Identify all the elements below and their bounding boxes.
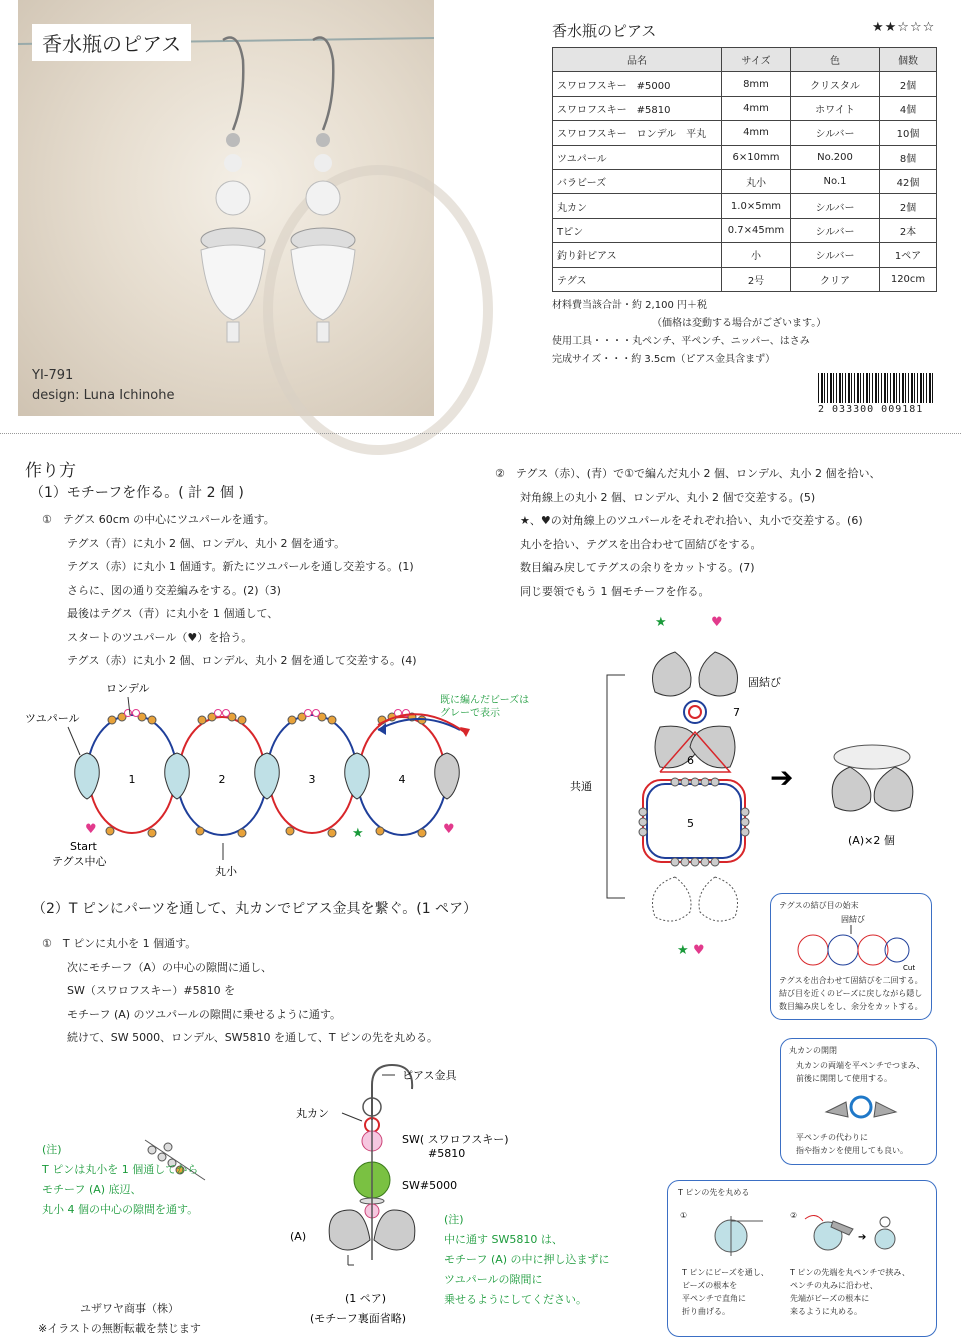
- table-row: [553, 72, 937, 96]
- instruction-line: スタートのツユパール（♥）を拾う。: [67, 630, 253, 644]
- table-cell: シルバー: [791, 194, 880, 218]
- label-sw5810: SW( スワロフスキー) #5810: [402, 1133, 509, 1160]
- text-line: モチーフ (A) の中に押し込まずに: [444, 1253, 610, 1266]
- loop-blue: [87, 715, 177, 775]
- box3-text1: [682, 1266, 769, 1318]
- knot-loop: [689, 706, 701, 718]
- table-cell: スワロフスキー #5810: [553, 96, 722, 120]
- barcode-number: 2 033300 009181: [818, 404, 924, 415]
- bead: [741, 828, 749, 836]
- pearl-bottom-right: [699, 877, 738, 921]
- instruction-line: 対角線上の丸小 2 個、ロンデル、丸小 2 個で交差する。(5): [520, 490, 816, 504]
- bead: [681, 858, 689, 866]
- ring-diagram: [826, 1087, 896, 1127]
- instruction-line: ① テグス 60cm の中心にツユパールを通す。: [42, 513, 275, 526]
- tools-text: 使用工具・・・・丸ペンチ、平ペンチ、ニッパー、はさみ: [552, 336, 810, 347]
- step1-text: [42, 508, 417, 673]
- knot-loop: [684, 701, 706, 723]
- table-row: [553, 121, 937, 145]
- part2-text: [42, 932, 438, 1050]
- table-row: [553, 267, 937, 291]
- box2-text1: [796, 1059, 924, 1085]
- bead-rondel: [223, 710, 230, 717]
- bead-maru: [106, 827, 114, 835]
- tsuyu-pearl: [345, 753, 370, 799]
- ring-icon: [851, 1097, 871, 1117]
- box3-text2: [790, 1266, 910, 1318]
- copyright: ※イラストの無断転載を禁じます: [38, 1322, 201, 1335]
- instruction-line: 丸小を拾い、テグスを出合わせて固結びをする。: [520, 537, 762, 551]
- instruction-line: SW（スワロフスキー）#5810 を: [67, 984, 236, 997]
- table-cell: ホワイト: [791, 96, 880, 120]
- col-name: 品名: [553, 48, 722, 72]
- table-cell: 小: [722, 243, 791, 267]
- text-line: モチーフ (A) 底辺、: [42, 1183, 142, 1196]
- bead-maru: [376, 827, 384, 835]
- label-center: テグス中心: [52, 855, 107, 868]
- text-line: T ピンは丸小を 1 個通してから: [42, 1163, 199, 1176]
- bead-maru: [238, 829, 246, 837]
- label-pair: (1 ペア): [345, 1292, 387, 1305]
- table-cell: Tピン: [553, 218, 722, 242]
- bead-maru: [286, 827, 294, 835]
- bead-icon: [875, 1229, 895, 1249]
- instruction-line: 数目編み戻してテグスの余りをカットする。(7): [520, 561, 755, 574]
- bead-maru: [108, 716, 116, 724]
- text-line: 丸カンの両端を平ペンチでつまみ、: [796, 1061, 925, 1070]
- text-line: ペンチの丸みに沿わせ、: [790, 1281, 878, 1290]
- loop-number: 1: [128, 773, 136, 786]
- bead: [711, 858, 719, 866]
- bead: [639, 828, 647, 836]
- table-cell: 10個: [880, 121, 937, 145]
- notes: [552, 297, 826, 369]
- col-qty: 個数: [880, 48, 937, 72]
- table-row: [553, 96, 937, 120]
- step1-title: （1）モチーフを作る。( 計 2 個 ): [30, 485, 244, 501]
- box1-title: テグスの結び目の始末: [779, 901, 859, 910]
- text-line: ビーズの根本を: [682, 1281, 738, 1290]
- text-line: 丸小 4 個の中心の隙間を通す。: [42, 1203, 199, 1216]
- label-tsuyu: ツユパール: [25, 712, 80, 725]
- label-result: (A)×2 個: [848, 834, 895, 847]
- table-cell: 42個: [880, 169, 937, 193]
- company: ユザワヤ商事（株）: [80, 1302, 179, 1315]
- box-tpin-round: [667, 1180, 937, 1337]
- loop-number: 3: [308, 773, 316, 786]
- bead-rondel: [313, 710, 320, 717]
- table-row: [553, 169, 937, 193]
- bead-maru: [148, 829, 156, 837]
- table-row: [553, 243, 937, 267]
- instruction-line: 同じ要領でもう 1 個モチーフを作る。: [520, 584, 710, 598]
- heart-icon: ♥: [693, 943, 705, 958]
- table-cell: 6×10mm: [722, 145, 791, 169]
- bead-maru: [196, 827, 204, 835]
- star-icon: ★: [352, 826, 364, 841]
- bead-maru: [288, 716, 296, 724]
- table-row: [553, 218, 937, 242]
- pearl-mid-right: [690, 726, 735, 768]
- step2-text: [495, 462, 881, 603]
- text-line: 平ペンチで直角に: [682, 1294, 746, 1303]
- bead: [701, 778, 709, 786]
- text-line: T ピンの先端を丸ペンチで挟み、: [790, 1268, 910, 1277]
- text-line: ツユパールの隙間に: [444, 1273, 543, 1286]
- table-cell: 8個: [880, 145, 937, 169]
- table-cell: 1.0×5mm: [722, 194, 791, 218]
- finished-motif: [832, 745, 913, 811]
- howto-title: 作り方: [25, 461, 76, 481]
- heart-icon: ♥: [85, 822, 97, 837]
- knot-loop-blue: [885, 938, 909, 962]
- text-line: 平ペンチの代わりに: [796, 1133, 868, 1142]
- materials-table: [552, 47, 937, 292]
- table-cell: テグス: [553, 267, 722, 291]
- barcode: [818, 373, 934, 403]
- leader-line: [68, 727, 80, 755]
- label-rondel: ロンデル: [106, 682, 150, 695]
- text-line: 乗せるようにしてください。: [444, 1293, 587, 1306]
- loop-red: [359, 717, 445, 775]
- bead: [671, 778, 679, 786]
- note-right: [444, 1210, 610, 1310]
- loop-blue: [647, 784, 741, 858]
- tsuyu-pearl: [75, 753, 100, 799]
- arrow-right-icon: ➔: [770, 761, 794, 794]
- text-line: 先端がビーズの根本に: [790, 1294, 870, 1303]
- arrow-right-icon: ➔: [858, 1232, 867, 1243]
- bead-maru: [238, 716, 246, 724]
- table-cell: クリスタル: [791, 72, 880, 96]
- table-cell: 丸小: [722, 169, 791, 193]
- knot-loop-red: [858, 935, 888, 965]
- loop-icon: [880, 1217, 890, 1227]
- table-cell: No.1: [791, 169, 880, 193]
- pearl-a-right: [374, 1210, 415, 1250]
- bead-maru: [198, 716, 206, 724]
- red-arrowhead: [460, 727, 470, 737]
- earring-photo-illustration: [18, 0, 434, 416]
- text-line: 数目編み戻しをし、余分をカットする。: [779, 1002, 923, 1011]
- instruction-line: さらに、図の通り交差編みをする。(2)（3): [67, 583, 281, 597]
- box2-text2: [796, 1131, 908, 1157]
- table-row: [553, 145, 937, 169]
- text-line: T ピンにビーズを通し、: [682, 1268, 769, 1277]
- pearl-bottom-left: [653, 877, 692, 921]
- bead: [639, 808, 647, 816]
- instruction-line: テグス（赤）に丸小 2 個、ロンデル、丸小 2 個を通して交差する。(4): [67, 654, 417, 667]
- bead: [741, 818, 749, 826]
- bead-rondel: [215, 710, 222, 717]
- bead-rondel: [125, 710, 132, 717]
- pearl-top-right: [699, 652, 738, 696]
- label-maru: 丸小: [215, 865, 237, 878]
- label-gray-note: 既に編んだビーズはグレーで表示: [440, 695, 530, 719]
- table-cell: 2本: [880, 218, 937, 242]
- difficulty-stars: ★★☆☆☆: [872, 20, 936, 35]
- text-line: (注): [444, 1213, 464, 1226]
- page-title: 香水瓶のピアス: [552, 22, 657, 40]
- knot-label: 固結び: [841, 915, 865, 924]
- table-cell: 8mm: [722, 72, 791, 96]
- instruction-line: テグス（青）に丸小 2 個、ロンデル、丸小 2 個を通す。: [67, 536, 346, 550]
- star-icon: ★: [655, 615, 667, 630]
- table-cell: 2個: [880, 194, 937, 218]
- label-6: 6: [687, 754, 694, 767]
- box3-step2: ②: [790, 1211, 798, 1220]
- cost-text: 材料費当該合計・約 2,100 円＋税: [552, 300, 707, 311]
- loop-red: [179, 717, 265, 775]
- label-omit: (モチーフ裏面省略): [310, 1312, 407, 1325]
- label-a: (A): [290, 1230, 307, 1243]
- table-cell: スワロフスキー ロンデル 平丸: [553, 121, 722, 145]
- table-cell: 1ペア: [880, 243, 937, 267]
- table-cell: 2個: [880, 72, 937, 96]
- bead: [691, 858, 699, 866]
- text-line: テグスを出合わせて固結びを二回する。: [779, 976, 923, 985]
- diagram-cross-weave: [20, 675, 530, 890]
- bead-maru: [328, 716, 336, 724]
- box-ring-open: [780, 1038, 937, 1165]
- bead: [681, 778, 689, 786]
- label-start: Start: [70, 840, 97, 853]
- pliers-left: [826, 1102, 848, 1117]
- text-line: 前後に開閉して使用する。: [796, 1074, 892, 1083]
- bead: [741, 808, 749, 816]
- table-cell: クリア: [791, 267, 880, 291]
- instruction-line: 最後はテグス（青）に丸小を 1 個通して、: [67, 607, 279, 620]
- bead: [671, 858, 679, 866]
- pearl-top-left: [653, 652, 692, 696]
- table-cell: スワロフスキー #5000: [553, 72, 722, 96]
- loop-number: 2: [218, 773, 226, 786]
- table-cell: 2号: [722, 267, 791, 291]
- photo-credit: [32, 366, 175, 406]
- star-icon: ★: [677, 943, 689, 958]
- designer: design: Luna Ichinohe: [32, 388, 175, 403]
- table-cell: シルバー: [791, 218, 880, 242]
- instruction-line: ★、♥の対角線上のツユパールをそれぞれ拾い、丸小で交差する。(6): [520, 514, 863, 527]
- col-color: 色: [791, 48, 880, 72]
- size-text: 完成サイズ・・・約 3.5cm（ピアス金具含まず）: [552, 354, 776, 365]
- part2-title: （2）T ピンにパーツを通して、丸カンでピアス金具を繋ぐ。(1 ペア）: [32, 901, 478, 917]
- table-cell: ツユパール: [553, 145, 722, 169]
- table-cell: 120cm: [880, 267, 937, 291]
- tsuyu-pearl: [165, 753, 190, 799]
- label-ring: 丸カン: [296, 1107, 329, 1120]
- knot-loop-blue: [828, 935, 858, 965]
- tsuyu-pearl: [435, 753, 460, 799]
- table-cell: シルバー: [791, 121, 880, 145]
- table-cell: 4mm: [722, 121, 791, 145]
- loop-number: 4: [398, 773, 406, 786]
- box-knot-finish: [770, 893, 932, 1020]
- table-cell: バラビーズ: [553, 169, 722, 193]
- instruction-line: 続けて、SW 5000、ロンデル、SW5810 を通して、T ピンの先を丸める。: [67, 1031, 439, 1044]
- table-cell: 0.7×45mm: [722, 218, 791, 242]
- table-header-row: [553, 48, 937, 72]
- bead-maru: [418, 829, 426, 837]
- cost-note: （価格は変動する場合がございます。）: [652, 318, 827, 329]
- loop-blue: [267, 715, 357, 775]
- bead: [691, 778, 699, 786]
- text-line: (注): [42, 1143, 62, 1156]
- box3-step1: ①: [680, 1211, 688, 1220]
- rotate-arrow: [805, 1215, 823, 1221]
- photo-title: 香水瓶のピアス: [32, 24, 191, 61]
- loop-red: [643, 780, 745, 862]
- leader-line: [342, 1113, 362, 1121]
- label-common: 共通: [570, 780, 592, 793]
- text-line: 指や指カンを使用しても良い。: [796, 1146, 908, 1155]
- table-cell: 4mm: [722, 96, 791, 120]
- bead: [701, 858, 709, 866]
- cut-label: Cut: [903, 964, 916, 972]
- table-cell: No.200: [791, 145, 880, 169]
- tpin-diagram: [693, 1211, 923, 1261]
- product-code: YI-791: [32, 368, 74, 383]
- pliers-right: [874, 1102, 896, 1117]
- text-line: 中に通す SW5810 は、: [444, 1233, 563, 1246]
- bead: [639, 818, 647, 826]
- label-5: 5: [687, 817, 694, 830]
- knot-diagram: [785, 912, 920, 972]
- heart-icon: ♥: [443, 822, 455, 837]
- bead-maru: [148, 716, 156, 724]
- text-line: 結び目を近くのビーズに戻しながら隠し: [779, 989, 923, 998]
- box3-title: T ピンの先を丸める: [678, 1188, 750, 1197]
- instruction-line: モチーフ (A) のツユパールの隙間に乗せるように通す。: [67, 1007, 342, 1021]
- product-photo: [18, 0, 434, 416]
- table-cell: 丸カン: [553, 194, 722, 218]
- table-cell: シルバー: [791, 243, 880, 267]
- box1-text: [779, 974, 923, 1013]
- label-knot: 固結び: [748, 676, 781, 689]
- pearl-a-left: [329, 1210, 370, 1250]
- bead-maru: [328, 829, 336, 837]
- instruction-line: ① T ピンに丸小を 1 個通す。: [42, 937, 197, 950]
- text-line: 折り曲げる。: [682, 1307, 730, 1316]
- note-left: [42, 1140, 198, 1220]
- tsuyu-pearl: [255, 753, 280, 799]
- divider: [0, 433, 961, 434]
- bead-rondel: [133, 710, 140, 717]
- bead: [711, 778, 719, 786]
- box2-title: 丸カンの開閉: [789, 1046, 837, 1055]
- table-cell: 4個: [880, 96, 937, 120]
- knot-loop-red: [798, 935, 828, 965]
- label-hook: ピアス金具: [402, 1069, 457, 1082]
- instruction-line: ② テグス（赤）、(青）で①で編んだ丸小 2 個、ロンデル、丸小 2 個を拾い、: [495, 467, 881, 480]
- instruction-line: 次にモチーフ（A）の中心の隙間に通し、: [67, 960, 272, 974]
- heart-icon: ♥: [711, 615, 723, 630]
- table-row: [553, 194, 937, 218]
- label-7: 7: [733, 706, 740, 719]
- bead-rondel: [305, 710, 312, 717]
- table-cell: 釣り針ピアス: [553, 243, 722, 267]
- bracket: [607, 675, 625, 898]
- text-line: 来るように丸める。: [790, 1307, 862, 1316]
- instruction-line: テグス（赤）に丸小 1 個通す。新たにツユパールを通し交差する。(1): [67, 560, 414, 573]
- label-sw5000: SW#5000: [402, 1179, 458, 1192]
- col-size: サイズ: [722, 48, 791, 72]
